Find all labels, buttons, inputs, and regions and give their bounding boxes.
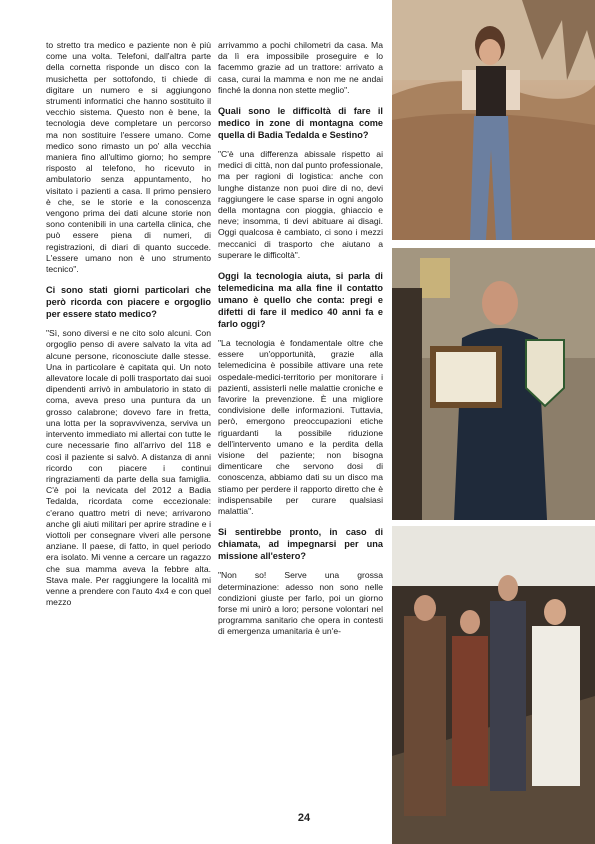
interview-question: Si sentirebbe pronto, in caso di chiamata, ad impegnarsi per una missione all'estero? — [218, 527, 383, 562]
body-paragraph: "Sì, sono diversi e ne cito solo alcuni. Con orgoglio penso di avere salvato la vita ad alcune persone, riconosciute dalle stesse. Una in particolare è capitata qui. Un noto allevatore locale di polli trasportato dai suoi dipendenti arrivò in ambulatorio in stato di coma, aveva preso una puntura da un grosso calabrone; dovevo fare in fretta, una lotta per la sopravvivenza, serviva un intervento immediato mi allertai con tutte le cure necessarie fino all'arrivo del 118 e così il paziente si salvò. A distanza di anni ricordo con piacere i continui ringraziamenti da parte della sua famiglia. C'è poi la nevicata del 2012 a Badia Tedalda, ricordata come eccezionale: c'erano quattro metri di neve; arrivarono anche gli aiuti militari per aprire stradine e i viottoli per consegnare viveri alle persone anziane. Il paese, di fatto, in quel periodo era isolato. Mi venne a cercare un ragazzo che sua mamma aveva la febbre alta. Stava male. Per raggiungere la località mi venne a prendere con l'auto 4x4 e con quel mezzo — [46, 328, 211, 608]
body-paragraph: to stretto tra medico e paziente non è più come una volta. Telefoni, dall'altra parte della cornetta risponde un disco con la musichetta per sottofondo, ti chiede di digitare un numero e si aggiungono strumenti informatici che hanno sostituito il vecchio sistema. Questo non è bene, la tecnologia deve completare un percorso ma non sostituire l'essere umano. Come medico sono rimasto un po' alla vecchia maniera fino all'ultimo giorno; ho sempre risposto al telefono, ho ricevuto in ambulatorio senza appuntamento, ho visitato i pazienti a casa. Il primo pensiero è che, se le storie e la conoscenza vengono prima dei dati alcune storie non sono contenibili in una cartella clinica, che può essere piena di numeri, di registrazioni, di diari di quanto succede. L'essere umano non è uno strumento tecnico". — [46, 40, 211, 275]
photo-young-man-outdoors — [392, 0, 595, 240]
photo-group-icon — [392, 526, 595, 844]
text-column-middle — [218, 40, 383, 647]
body-paragraph: "C'è una differenza abissale rispetto ai medici di città, non dal punto professionale, ma per ragioni di logistica: anche con lunghe distanze non puoi dire di no, devi raggiungere le case sparse in ogni angolo della montagna con pioggia, ghiaccio e neve; insomma, ti devi abituare ai disagi. Oggi qualcosa è cambiato, ci sono i mezzi meccanici di trasporto che aiutano a superare le difficoltà". — [218, 149, 383, 260]
page-number: 24 — [297, 812, 311, 824]
photo-portrait-icon — [392, 0, 595, 240]
body-paragraph: arrivammo a pochi chilometri da casa. Ma da lì era impossibile proseguire e lo facemmo grazie ad un trattore: arrivato a casa, curai la mamma e non me ne andai finché la donna non stette meglio". — [218, 40, 383, 95]
photo-group-on-stairs — [392, 526, 595, 844]
photo-award-icon — [392, 248, 595, 520]
interview-question: Quali sono le difficoltà di fare il medico in zone di montagna come quella di Badia Tedalda e Sestino? — [218, 106, 383, 141]
interview-question: Oggi la tecnologia aiuta, si parla di telemedicina ma alla fine il contatto umano è quello che conta: pregi e difetti di fare il medico 40 anni fa e farlo oggi? — [218, 271, 383, 330]
body-paragraph: "La tecnologia è fondamentale oltre che essere un'opportunità, grazie alla telemedicina è possibile attivare una rete ospedale-medici-territorio per monitorare i pazienti, assisterli nelle malattie croniche e favorire la prevenzione. È una migliore condivisione delle informazioni. Tuttavia, però, emergono preoccupazioni etiche riguardanti la possibile riduzione dell'intervento umano e la perdita della visione del paziente; non bisogna dimenticare che servono dosi di conoscenza, abbiamo dati su un disco ma stiamo per perdere il rapporto diretto che è indispensabile per curare qualsiasi malattia". — [218, 338, 383, 517]
interview-question: Ci sono stati giorni particolari che però ricorda con piacere e orgoglio per essere stato medico? — [46, 285, 211, 320]
body-paragraph: "Non so! Serve una grossa determinazione: adesso non sono nelle condizioni giuste per farlo, poi un giorno forse mi unirò a loro; persone volontari nel programma sanitario che opera in contesti di emergenza umanitaria è un'e- — [218, 570, 383, 637]
text-column-left — [46, 40, 211, 617]
photo-man-with-certificate — [392, 248, 595, 520]
